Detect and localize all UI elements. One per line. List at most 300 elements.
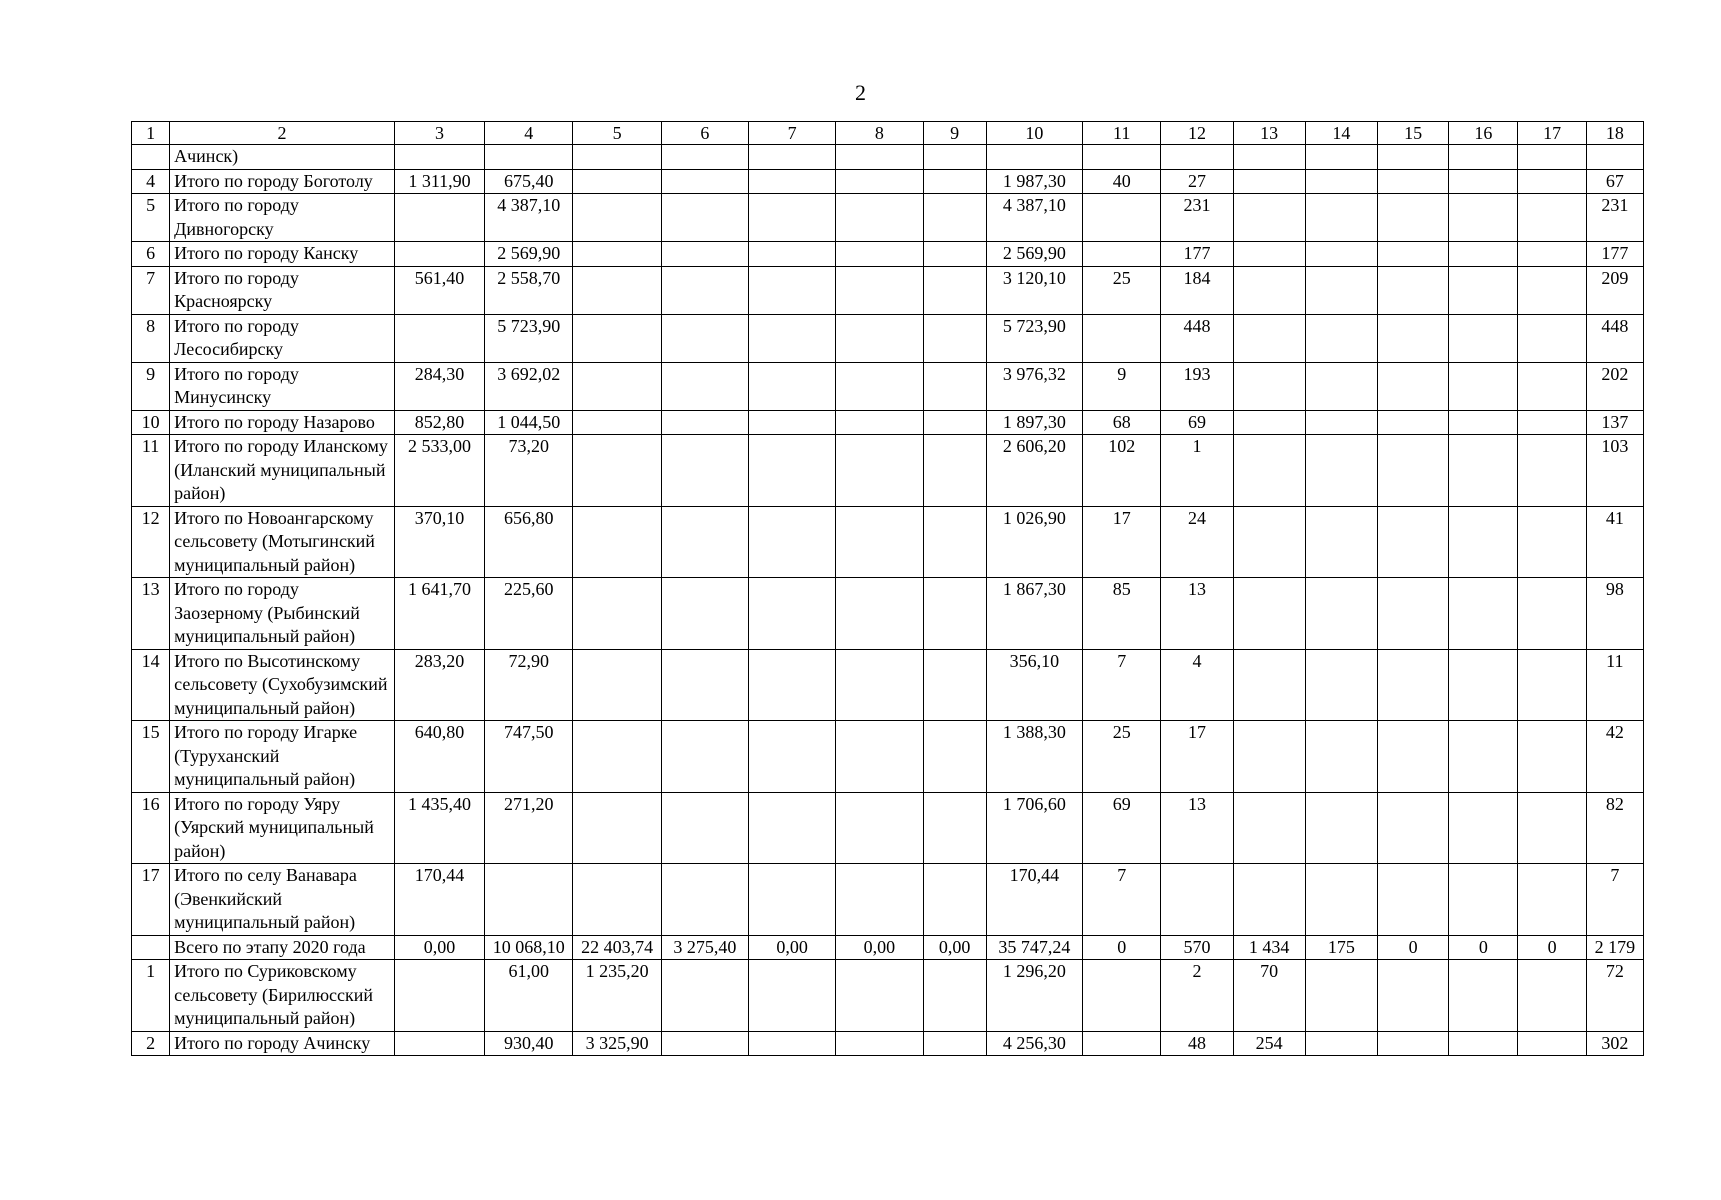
value-cell — [1233, 145, 1305, 170]
value-cell — [1083, 960, 1161, 1032]
table-row — [132, 410, 1644, 435]
value-cell — [1449, 792, 1518, 864]
value-cell — [923, 242, 986, 267]
value-cell: 675,40 — [485, 169, 573, 194]
value-cell — [836, 578, 923, 650]
column-header: 17 — [1518, 122, 1586, 145]
column-header: 14 — [1305, 122, 1377, 145]
value-cell: 41 — [1586, 506, 1643, 578]
row-name-cell: Итого по Суриковскому сельсовету (Бирилюсский муниципальный район) — [170, 960, 395, 1032]
value-cell — [749, 145, 836, 170]
value-cell — [1083, 314, 1161, 362]
value-cell — [1518, 145, 1586, 170]
value-cell — [1378, 1031, 1449, 1056]
value-cell — [1449, 410, 1518, 435]
value-cell: 170,44 — [394, 864, 484, 936]
value-cell — [1449, 314, 1518, 362]
value-cell — [749, 864, 836, 936]
value-cell — [394, 314, 484, 362]
column-header: 10 — [986, 122, 1082, 145]
row-name-cell: Итого по городу Иланскому (Иланский муниципальный район) — [170, 435, 395, 507]
value-cell — [661, 792, 748, 864]
value-cell: 448 — [1586, 314, 1643, 362]
column-header: 3 — [394, 122, 484, 145]
table-row — [132, 578, 1644, 650]
row-number-cell: 5 — [132, 194, 170, 242]
row-number-cell: 11 — [132, 435, 170, 507]
value-cell — [923, 1031, 986, 1056]
value-cell — [1083, 1031, 1161, 1056]
row-number-cell: 8 — [132, 314, 170, 362]
value-cell — [1305, 864, 1377, 936]
value-cell — [394, 1031, 484, 1056]
table-row — [132, 1031, 1644, 1056]
value-cell — [749, 721, 836, 793]
value-cell — [836, 721, 923, 793]
header-row — [132, 122, 1644, 145]
value-cell — [1449, 169, 1518, 194]
value-cell — [573, 506, 661, 578]
value-cell: 2 — [1161, 960, 1233, 1032]
column-header: 5 — [573, 122, 661, 145]
row-name-cell: Ачинск) — [170, 145, 395, 170]
value-cell — [661, 410, 748, 435]
row-number-cell: 6 — [132, 242, 170, 267]
value-cell: 283,20 — [394, 649, 484, 721]
value-cell: 193 — [1161, 362, 1233, 410]
value-cell — [1305, 194, 1377, 242]
row-number-cell: 17 — [132, 864, 170, 936]
value-cell — [661, 578, 748, 650]
value-cell: 356,10 — [986, 649, 1082, 721]
value-cell — [923, 145, 986, 170]
value-cell — [573, 362, 661, 410]
value-cell — [1449, 649, 1518, 721]
row-number-cell: 2 — [132, 1031, 170, 1056]
value-cell — [1378, 362, 1449, 410]
row-name-cell: Итого по городу Ачинску — [170, 1031, 395, 1056]
table-row — [132, 266, 1644, 314]
value-cell: 17 — [1161, 721, 1233, 793]
value-cell — [1449, 1031, 1518, 1056]
value-cell — [1449, 721, 1518, 793]
value-cell — [1378, 169, 1449, 194]
value-cell — [1233, 649, 1305, 721]
row-number-cell — [132, 145, 170, 170]
value-cell — [573, 435, 661, 507]
row-number-cell: 13 — [132, 578, 170, 650]
value-cell: 72,90 — [485, 649, 573, 721]
value-cell: 1 434 — [1233, 935, 1305, 960]
value-cell: 25 — [1083, 721, 1161, 793]
page-number: 2 — [855, 80, 866, 105]
column-header: 1 — [132, 122, 170, 145]
value-cell — [1378, 266, 1449, 314]
row-name-cell: Итого по городу Уяру (Уярский муниципальный район) — [170, 792, 395, 864]
value-cell — [661, 864, 748, 936]
row-name-cell: Итого по городу Канску — [170, 242, 395, 267]
value-cell: 0 — [1449, 935, 1518, 960]
table-body — [132, 122, 1644, 1056]
value-cell — [661, 362, 748, 410]
value-cell: 184 — [1161, 266, 1233, 314]
value-cell — [661, 960, 748, 1032]
value-cell — [1305, 410, 1377, 435]
value-cell — [1378, 314, 1449, 362]
value-cell — [1449, 864, 1518, 936]
value-cell — [836, 362, 923, 410]
value-cell — [1305, 792, 1377, 864]
table-row — [132, 145, 1644, 170]
value-cell — [1083, 242, 1161, 267]
table-row — [132, 194, 1644, 242]
value-cell — [1518, 314, 1586, 362]
value-cell — [1378, 242, 1449, 267]
table-row — [132, 935, 1644, 960]
value-cell — [749, 649, 836, 721]
value-cell — [1305, 578, 1377, 650]
value-cell — [836, 266, 923, 314]
value-cell: 48 — [1161, 1031, 1233, 1056]
value-cell — [1305, 1031, 1377, 1056]
row-name-cell: Итого по городу Назарово — [170, 410, 395, 435]
value-cell — [1233, 410, 1305, 435]
value-cell — [1233, 506, 1305, 578]
value-cell — [573, 864, 661, 936]
value-cell — [1378, 864, 1449, 936]
value-cell — [1518, 194, 1586, 242]
data-table — [131, 121, 1644, 1056]
value-cell — [749, 1031, 836, 1056]
value-cell — [836, 314, 923, 362]
value-cell — [573, 266, 661, 314]
table-row — [132, 721, 1644, 793]
value-cell — [1305, 649, 1377, 721]
value-cell — [836, 145, 923, 170]
value-cell: 11 — [1586, 649, 1643, 721]
value-cell — [1378, 649, 1449, 721]
row-number-cell: 14 — [132, 649, 170, 721]
value-cell — [1378, 145, 1449, 170]
value-cell: 448 — [1161, 314, 1233, 362]
row-number-cell: 10 — [132, 410, 170, 435]
value-cell: 5 723,90 — [986, 314, 1082, 362]
value-cell — [1378, 410, 1449, 435]
value-cell — [749, 194, 836, 242]
value-cell — [749, 435, 836, 507]
value-cell: 70 — [1233, 960, 1305, 1032]
value-cell: 68 — [1083, 410, 1161, 435]
value-cell — [1518, 960, 1586, 1032]
value-cell: 747,50 — [485, 721, 573, 793]
value-cell — [923, 960, 986, 1032]
value-cell — [1233, 721, 1305, 793]
value-cell: 42 — [1586, 721, 1643, 793]
value-cell: 13 — [1161, 792, 1233, 864]
value-cell — [923, 792, 986, 864]
value-cell — [1083, 194, 1161, 242]
row-number-cell: 4 — [132, 169, 170, 194]
column-header: 13 — [1233, 122, 1305, 145]
value-cell — [836, 960, 923, 1032]
value-cell: 25 — [1083, 266, 1161, 314]
value-cell: 1 867,30 — [986, 578, 1082, 650]
value-cell: 231 — [1161, 194, 1233, 242]
value-cell: 1 706,60 — [986, 792, 1082, 864]
value-cell: 40 — [1083, 169, 1161, 194]
value-cell: 72 — [1586, 960, 1643, 1032]
value-cell — [749, 792, 836, 864]
column-header: 12 — [1161, 122, 1233, 145]
value-cell — [836, 649, 923, 721]
value-cell: 0,00 — [923, 935, 986, 960]
value-cell — [1518, 266, 1586, 314]
value-cell: 175 — [1305, 935, 1377, 960]
row-name-cell: Итого по Новоангарскому сельсовету (Мотыгинский муниципальный район) — [170, 506, 395, 578]
value-cell — [923, 506, 986, 578]
table-row — [132, 362, 1644, 410]
value-cell — [1305, 145, 1377, 170]
value-cell — [661, 314, 748, 362]
value-cell — [394, 242, 484, 267]
column-header: 9 — [923, 122, 986, 145]
table-row — [132, 435, 1644, 507]
row-name-cell: Итого по городу Боготолу — [170, 169, 395, 194]
value-cell — [1233, 266, 1305, 314]
value-cell: 640,80 — [394, 721, 484, 793]
value-cell: 2 179 — [1586, 935, 1643, 960]
value-cell: 0 — [1518, 935, 1586, 960]
value-cell — [1233, 435, 1305, 507]
row-number-cell: 7 — [132, 266, 170, 314]
value-cell — [573, 314, 661, 362]
value-cell: 1 — [1161, 435, 1233, 507]
column-header: 15 — [1378, 122, 1449, 145]
value-cell: 177 — [1586, 242, 1643, 267]
value-cell: 10 068,10 — [485, 935, 573, 960]
value-cell: 0,00 — [836, 935, 923, 960]
value-cell — [836, 435, 923, 507]
column-header: 11 — [1083, 122, 1161, 145]
value-cell — [923, 578, 986, 650]
value-cell — [749, 266, 836, 314]
value-cell — [923, 362, 986, 410]
value-cell: 852,80 — [394, 410, 484, 435]
value-cell: 1 641,70 — [394, 578, 484, 650]
value-cell — [1305, 314, 1377, 362]
value-cell: 1 235,20 — [573, 960, 661, 1032]
value-cell — [1449, 242, 1518, 267]
value-cell: 231 — [1586, 194, 1643, 242]
column-header: 6 — [661, 122, 748, 145]
value-cell: 85 — [1083, 578, 1161, 650]
value-cell: 4 387,10 — [986, 194, 1082, 242]
value-cell: 0,00 — [394, 935, 484, 960]
value-cell: 656,80 — [485, 506, 573, 578]
value-cell: 0,00 — [749, 935, 836, 960]
value-cell — [1518, 578, 1586, 650]
value-cell — [394, 960, 484, 1032]
value-cell: 137 — [1586, 410, 1643, 435]
column-header: 4 — [485, 122, 573, 145]
value-cell — [836, 194, 923, 242]
value-cell — [661, 1031, 748, 1056]
value-cell: 27 — [1161, 169, 1233, 194]
value-cell: 0 — [1378, 935, 1449, 960]
value-cell — [836, 864, 923, 936]
value-cell — [749, 169, 836, 194]
row-name-cell: Всего по этапу 2020 года — [170, 935, 395, 960]
value-cell — [573, 721, 661, 793]
row-number-cell: 12 — [132, 506, 170, 578]
value-cell — [749, 410, 836, 435]
value-cell — [1305, 169, 1377, 194]
value-cell — [1449, 578, 1518, 650]
value-cell: 98 — [1586, 578, 1643, 650]
row-number-cell: 15 — [132, 721, 170, 793]
value-cell — [1449, 960, 1518, 1032]
value-cell — [661, 242, 748, 267]
value-cell — [573, 169, 661, 194]
value-cell — [749, 314, 836, 362]
value-cell — [1518, 1031, 1586, 1056]
value-cell — [1161, 145, 1233, 170]
value-cell — [1449, 506, 1518, 578]
value-cell — [661, 721, 748, 793]
value-cell — [1449, 194, 1518, 242]
value-cell: 1 044,50 — [485, 410, 573, 435]
value-cell — [923, 169, 986, 194]
value-cell — [1586, 145, 1643, 170]
value-cell — [749, 362, 836, 410]
value-cell — [661, 169, 748, 194]
value-cell — [1518, 506, 1586, 578]
value-cell: 202 — [1586, 362, 1643, 410]
value-cell — [1449, 362, 1518, 410]
value-cell — [923, 314, 986, 362]
value-cell: 7 — [1586, 864, 1643, 936]
value-cell: 177 — [1161, 242, 1233, 267]
value-cell — [986, 145, 1082, 170]
value-cell — [923, 435, 986, 507]
value-cell: 570 — [1161, 935, 1233, 960]
value-cell — [661, 649, 748, 721]
value-cell — [1305, 960, 1377, 1032]
value-cell — [923, 410, 986, 435]
column-header: 18 — [1586, 122, 1643, 145]
value-cell: 1 311,90 — [394, 169, 484, 194]
value-cell — [1233, 362, 1305, 410]
value-cell: 3 692,02 — [485, 362, 573, 410]
value-cell — [1233, 578, 1305, 650]
value-cell: 370,10 — [394, 506, 484, 578]
value-cell — [573, 145, 661, 170]
value-cell — [661, 266, 748, 314]
value-cell: 1 296,20 — [986, 960, 1082, 1032]
row-name-cell: Итого по Высотинскому сельсовету (Сухобузимский муниципальный район) — [170, 649, 395, 721]
value-cell — [749, 506, 836, 578]
value-cell — [1449, 435, 1518, 507]
value-cell — [1518, 410, 1586, 435]
value-cell: 284,30 — [394, 362, 484, 410]
row-number-cell — [132, 935, 170, 960]
row-number-cell: 16 — [132, 792, 170, 864]
value-cell — [836, 242, 923, 267]
value-cell — [749, 578, 836, 650]
value-cell: 1 435,40 — [394, 792, 484, 864]
value-cell: 225,60 — [485, 578, 573, 650]
value-cell: 1 897,30 — [986, 410, 1082, 435]
value-cell — [573, 649, 661, 721]
value-cell — [573, 410, 661, 435]
value-cell — [1305, 266, 1377, 314]
value-cell — [661, 435, 748, 507]
value-cell: 209 — [1586, 266, 1643, 314]
value-cell — [573, 792, 661, 864]
value-cell: 4 256,30 — [986, 1031, 1082, 1056]
value-cell — [1518, 649, 1586, 721]
value-cell: 103 — [1586, 435, 1643, 507]
value-cell: 1 987,30 — [986, 169, 1082, 194]
row-name-cell: Итого по городу Красноярску — [170, 266, 395, 314]
value-cell — [1378, 960, 1449, 1032]
table-row — [132, 649, 1644, 721]
value-cell: 3 976,32 — [986, 362, 1082, 410]
column-header: 16 — [1449, 122, 1518, 145]
value-cell — [573, 578, 661, 650]
value-cell — [1378, 435, 1449, 507]
value-cell — [1449, 266, 1518, 314]
value-cell — [1518, 864, 1586, 936]
value-cell: 82 — [1586, 792, 1643, 864]
value-cell: 1 388,30 — [986, 721, 1082, 793]
value-cell — [1378, 194, 1449, 242]
column-header: 2 — [170, 122, 395, 145]
value-cell — [1161, 864, 1233, 936]
row-name-cell: Итого по городу Минусинску — [170, 362, 395, 410]
value-cell: 2 533,00 — [394, 435, 484, 507]
value-cell: 35 747,24 — [986, 935, 1082, 960]
value-cell: 67 — [1586, 169, 1643, 194]
table-row — [132, 960, 1644, 1032]
value-cell — [573, 242, 661, 267]
value-cell: 5 723,90 — [485, 314, 573, 362]
value-cell — [573, 194, 661, 242]
value-cell — [1305, 362, 1377, 410]
value-cell — [923, 864, 986, 936]
value-cell: 73,20 — [485, 435, 573, 507]
value-cell — [1378, 506, 1449, 578]
value-cell — [836, 506, 923, 578]
value-cell — [1378, 578, 1449, 650]
value-cell — [1233, 314, 1305, 362]
value-cell: 13 — [1161, 578, 1233, 650]
value-cell: 9 — [1083, 362, 1161, 410]
value-cell: 2 569,90 — [485, 242, 573, 267]
value-cell — [923, 194, 986, 242]
value-cell: 61,00 — [485, 960, 573, 1032]
value-cell: 170,44 — [986, 864, 1082, 936]
value-cell — [1518, 435, 1586, 507]
value-cell — [661, 194, 748, 242]
value-cell — [1449, 145, 1518, 170]
value-cell: 2 606,20 — [986, 435, 1082, 507]
value-cell — [1518, 169, 1586, 194]
value-cell: 24 — [1161, 506, 1233, 578]
value-cell: 930,40 — [485, 1031, 573, 1056]
value-cell — [1233, 242, 1305, 267]
row-name-cell: Итого по городу Заозерному (Рыбинский муниципальный район) — [170, 578, 395, 650]
